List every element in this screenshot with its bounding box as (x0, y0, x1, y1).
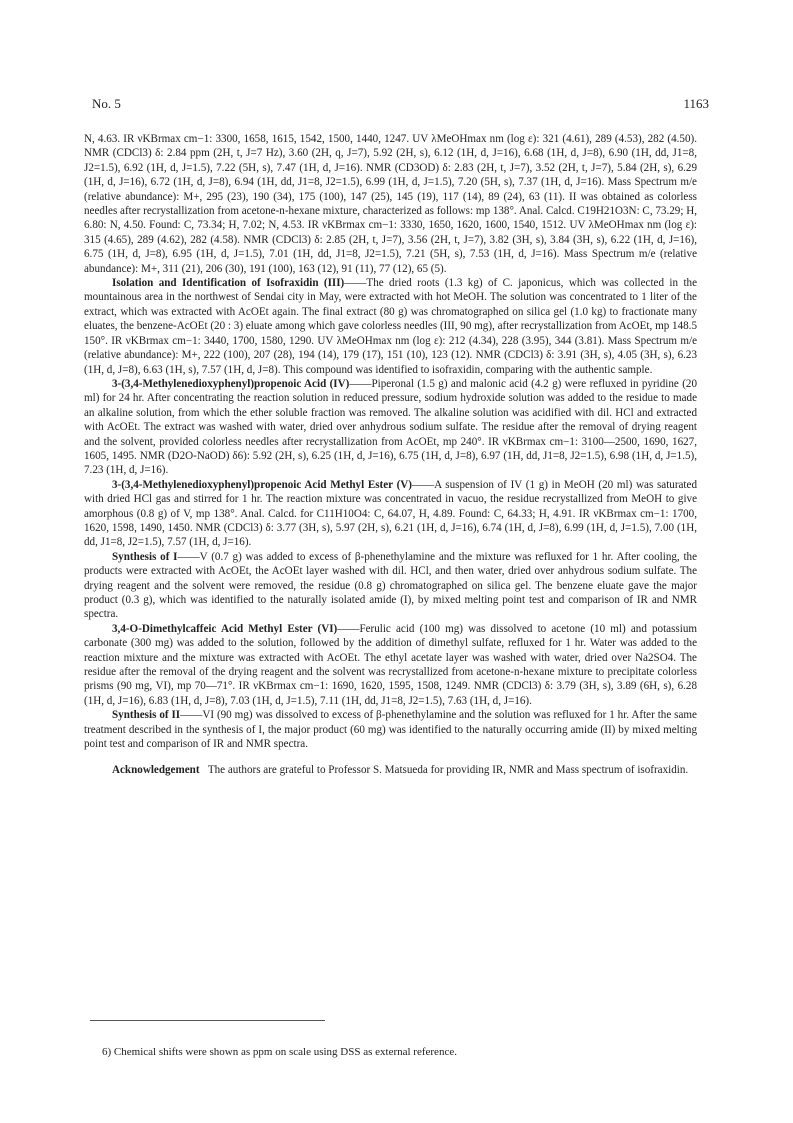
paragraph-text: ——Ferulic acid (100 mg) was dissolved to acetone (10 ml) and potassium carbonate (300 mg) was added to the solution, followed by the addition of dimethyl sulfate, refluxed for 1 hr. Water was added to the reaction mixture and the mixture was extracted with AcOEt. The ethyl acetate layer was washed with water, dried over Na2SO4. The residue after the removal of the drying reagent and the solvent was recrystallized from acetone-n-hexane mixture to precipitate colorless prisms (90 mg, VI), mp 70—71°. IR νKBrmax cm−1: 1690, 1620, 1595, 1508, 1249. NMR (CDCl3) δ: 3.79 (3H, s), 3.89 (6H, s), 6.28 (1H, d, J=16), 6.83 (1H, d, J=8), 7.03 (1H, d, J=1.5), 7.11 (1H, dd, J1=8, J2=1.5), 7.63 (1H, d, J=16). (84, 622, 697, 707)
page-number: 1163 (683, 96, 709, 111)
paragraph-isofraxidin (84, 276, 697, 377)
footnote-divider (90, 1020, 325, 1021)
section-heading: 3-(3,4-Methylenedioxyphenyl)propenoic Acid (IV) (112, 377, 350, 390)
paragraph-methyl-ester (84, 478, 697, 550)
acknowledgement (84, 763, 697, 777)
paragraph-text: ——Piperonal (1.5 g) and malonic acid (4.2 g) were refluxed in pyridine (20 ml) for 24 hr. After concentrating the reaction solution in reduced pressure, sodium hydroxide solution was added to the residue to made an alkaline solution, from which the ether soluble fraction was removed. The alkaline solution was acidified with dil. HCl and extracted with AcOEt. The extract was washed with water, dried over anhydrous sodium sulfate. The residue after the removal of drying reagent and the solvent, provided colorless needles after recrystallization from AcOEt, mp 240°. IR νKBrmax cm−1: 3100—2500, 1690, 1627, 1605, 1495. NMR (D2O-NaOD) δ6): 5.92 (2H, s), 6.25 (1H, d, J=16), 6.75 (1H, d, J=8), 6.97 (1H, dd, J1=8, J2=1.5), 6.98 (1H, d, J=1.5), 7.23 (1H, d, J=16). (84, 377, 697, 477)
section-heading: Isolation and Identification of Isofraxidin (III) (112, 277, 345, 290)
running-header (92, 96, 709, 116)
paragraph-text: ——A suspension of IV (1 g) in MeOH (20 ml) was saturated with dried HCl gas and stirred for 1 hr. The reaction mixture was concentrated in vacuo, the residue recrystallized from MeOH to give amorphous (0.8 g) of V, mp 138°. Anal. Calcd. for C11H10O4: C, 64.07, H, 4.89. Found: C, 64.33; H, 4.91. IR νKBrmax cm−1: 1700, 1620, 1598, 1490, 1450. NMR (CDCl3) δ: 3.77 (3H, s), 5.97 (2H, s), 6.21 (1H, d, J=16), 6.74 (1H, d, J=8), 6.99 (1H, d, J=1.5), 7.00 (1H, dd, J1=8, J2=1.5), 7.57 (1H, d, J=16). (84, 478, 697, 549)
footnote: 6) Chemical shifts were shown as ppm on scale using DSS as external reference. (102, 1046, 457, 1058)
paragraph-text: ——The dried roots (1.3 kg) of C. japonicus, which was collected in the mountainous area in the northwest of Sendai city in May, were extracted with hot MeOH. The solution was concentrated to 1 liter of the extract, which was extracted with AcOEt again. The final extract (80 g) was chromatographed on silica gel (1.0 kg) to fractionate many eluates, the benzene-AcOEt (20 : 3) eluate among which gave colorless needles (III, 90 mg), after recrystallization from AcOEt, mp 148.5 150°. IR νKBrmax cm−1: 3440, 1700, 1580, 1290. UV λMeOHmax nm (log ε): 212 (4.34), 228 (3.95), 344 (3.81). Mass Spectrum m/e (relative abundance): M+, 222 (100), 207 (28), 194 (14), 179 (17), 151 (10), 123 (12). NMR (CDCl3) δ: 3.91 (3H, s), 4.05 (3H, s), 6.23 (1H, d, J=8), 6.63 (1H, s), 7.57 (1H, d, J=8). This compound was identified to isofraxidin, comparing with the authentic sample. (84, 277, 697, 376)
paragraph-synthesis-i (84, 550, 697, 622)
paragraph-text: N, 4.63. IR νKBrmax cm−1: 3300, 1658, 1615, 1542, 1500, 1440, 1247. UV λMeOHmax nm (log ε): 321 (4.61), 289 (4.53), 282 (4.50). NMR (CDCl3) δ: 2.84 ppm (2H, t, J=7 Hz), 3.60 (2H, q, J=7), 5.92 (2H, s), 6.12 (1H, d, J=16), 6.68 (1H, d, J=8), 6.90 (1H, dd, J1=8, J2=1.5), 6.92 (1H, d, J=1.5), 7.22 (5H, s), 7.47 (1H, d, J=16). NMR (CD3OD) δ: 2.83 (2H, t, J=7), 3.52 (2H, t, J=7), 5.84 (2H, s), 6.29 (1H, d, J=16), 6.72 (1H, d, J=8), 6.94 (1H, dd, J1=8, J2=1.5), 6.99 (1H, d, J=1.5), 7.20 (5H, s), 7.37 (1H, d, J=16). Mass Spectrum m/e (relative abundance): M+, 295 (23), 190 (34), 175 (100), 147 (25), 145 (19), 117 (14), 89 (24), 63 (11). II was obtained as colorless needles after recrystallization from acetone-n-hexane mixture, characterized as follows: mp 138°. Anal. Calcd. C19H21O3N: C, 73.29; H, 6.80: N, 4.50. Found: C, 73.34; H, 7.02; N, 4.53. IR νKBrmax cm−1: 3330, 1650, 1620, 1600, 1540, 1512. UV λMeOHmax nm (log ε): 315 (4.65), 289 (4.62), 282 (4.58). NMR (CDCl3) δ: 2.85 (2H, t, J=7), 3.56 (2H, t, J=7), 3.82 (3H, s), 3.84 (3H, s), 6.22 (1H, d, J=16), 6.75 (1H, d, J=8), 6.95 (1H, d, J=1.5), 7.01 (1H, dd, J1=8, J2=1.5), 7.21 (5H, s), 7.53 (1H, d, J=16). Mass Spectrum m/e (relative abundance): M+, 311 (21), 206 (30), 191 (100), 163 (12), 91 (11), 77 (12), 65 (5). (84, 133, 697, 275)
paragraph-dimethylcaffeic (84, 622, 697, 708)
acknowledgement-heading: Acknowledgement (112, 764, 200, 777)
issue-number: No. 5 (92, 96, 121, 111)
paragraph-propenoic-acid (84, 377, 697, 478)
section-heading: 3,4-O-Dimethylcaffeic Acid Methyl Ester (VI) (112, 622, 338, 635)
article-body (84, 132, 697, 778)
acknowledgement-text: The authors are grateful to Professor S. Matsueda for providing IR, NMR and Mass spectrum of isofraxidin. (207, 764, 689, 777)
paragraph-continued (84, 132, 697, 276)
section-heading: Synthesis of I (112, 550, 178, 563)
paragraph-text: ——V (0.7 g) was added to excess of β-phenethylamine and the mixture was refluxed for 1 hr. After cooling, the products were extracted with AcOEt, the AcOEt layer washed with dil. HCl, and then water, dried over anhydrous sodium sulfate. The drying reagent and the solvent were removed, the residue (0.8 g) chromatographed on silica gel. The benzene eluate gave the major product (0.3 g), which was identified to the naturally isolated amide (I), by mixed melting point test and comparison of IR and NMR spectra. (84, 550, 697, 621)
section-heading: Synthesis of II (112, 709, 181, 722)
paragraph-text: ——VI (90 mg) was dissolved to excess of β-phenethylamine and the solution was refluxed for 1 hr. After the same treatment described in the synthesis of I, the major product (60 mg) was identified to the naturally occurring amide (II) by mixed melting point test and comparison of IR and NMR spectra. (84, 709, 697, 751)
paragraph-synthesis-ii (84, 708, 697, 751)
section-heading: 3-(3,4-Methylenedioxyphenyl)propenoic Acid Methyl Ester (V) (112, 478, 412, 491)
